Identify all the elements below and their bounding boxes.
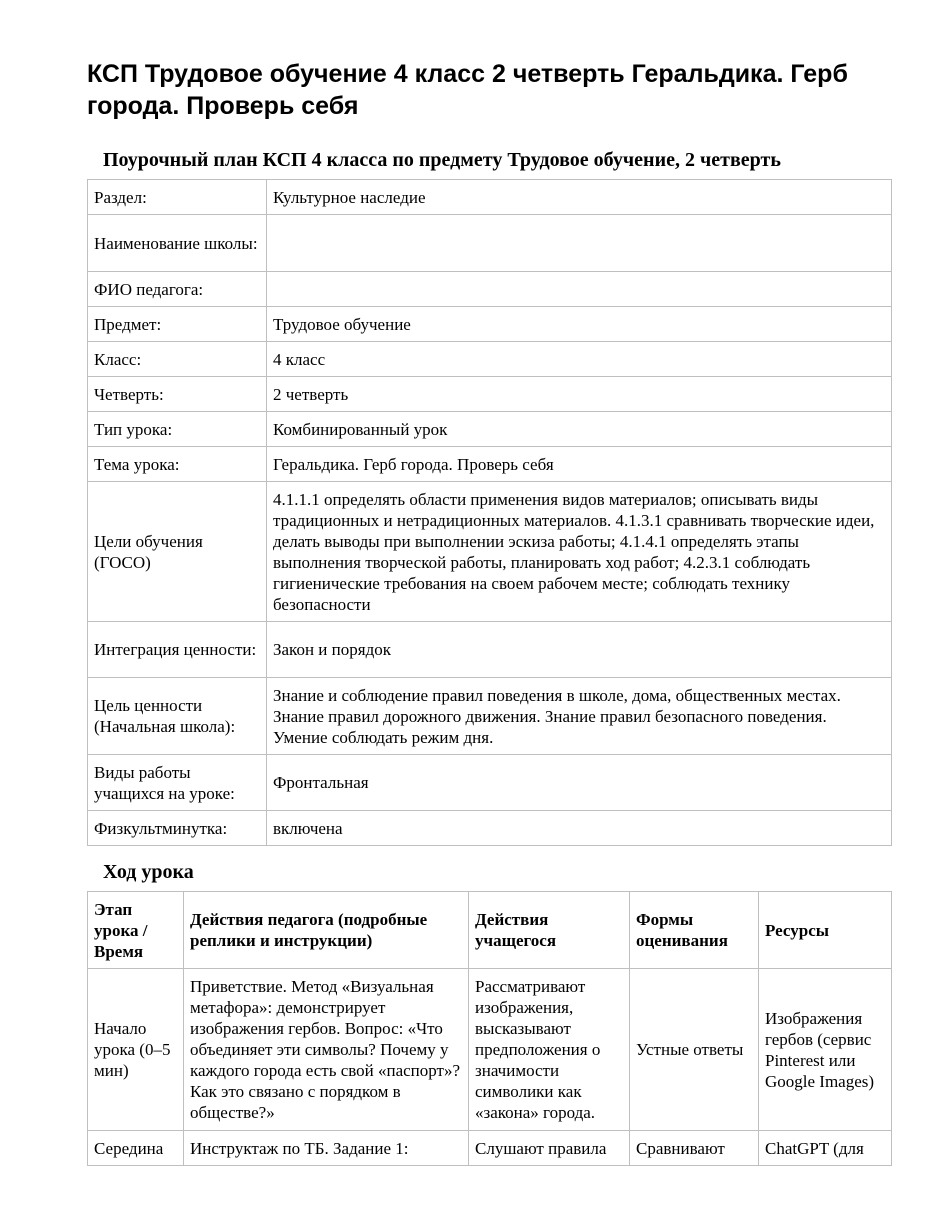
info-label: ФИО педагога: — [88, 272, 267, 307]
info-value: Геральдика. Герб города. Проверь себя — [267, 447, 892, 482]
assessment-cell: Устные ответы — [630, 969, 759, 1131]
info-value: 4.1.1.1 определять области применения видов материалов; описывать виды традиционных и нетрадиционных материалов. 4.1.3.1 сравнивать творческие идеи, делать выводы при выполнении эскиза работы; 4.1.4.1 определять этапы выполнения творческой работы, планировать ход работ; 4.2.3.1 соблюдать гигиенические требования на своем рабочем месте; соблюдать технику безопасности — [267, 482, 892, 622]
info-row-quarter — [88, 377, 892, 412]
table-row — [88, 1131, 892, 1166]
info-row-physical-break — [88, 811, 892, 846]
info-value: Трудовое обучение — [267, 307, 892, 342]
info-label: Класс: — [88, 342, 267, 377]
teacher-actions-cell: Приветствие. Метод «Визуальная метафора»: демонстрирует изображения гербов. Вопрос: «Что объединяет эти символы? Почему у каждого города есть свой «паспорт»? Как это связано с порядком в обществе?» — [184, 969, 469, 1131]
info-label: Тип урока: — [88, 412, 267, 447]
info-value: включена — [267, 811, 892, 846]
info-row-value-integration — [88, 622, 892, 678]
table-header-row — [88, 892, 892, 969]
info-value — [267, 272, 892, 307]
info-row-lesson-topic — [88, 447, 892, 482]
info-label: Цель ценности (Начальная школа): — [88, 678, 267, 755]
teacher-actions-cell: Инструктаж по ТБ. Задание 1: — [184, 1131, 469, 1166]
info-value: 4 класс — [267, 342, 892, 377]
lesson-progress-heading: Ход урока — [103, 861, 194, 883]
info-label: Цели обучения (ГОСО) — [88, 482, 267, 622]
info-row-learning-goals — [88, 482, 892, 622]
lesson-plan-heading: Поурочный план КСП 4 класса по предмету Трудовое обучение, 2 четверть — [103, 149, 781, 171]
lesson-progress-table — [87, 891, 892, 1166]
column-header-resources: Ресурсы — [759, 892, 892, 969]
info-label: Интеграция ценности: — [88, 622, 267, 678]
student-actions-cell: Рассматривают изображения, высказывают предположения о значимости символики как «закона» города. — [469, 969, 630, 1131]
info-row-teacher — [88, 272, 892, 307]
column-header-assessment: Формы оценивания — [630, 892, 759, 969]
info-value: Фронтальная — [267, 755, 892, 811]
info-value: Комбинированный урок — [267, 412, 892, 447]
info-label: Виды работы учащихся на уроке: — [88, 755, 267, 811]
info-label: Раздел: — [88, 180, 267, 215]
document-title: КСП Трудовое обучение 4 класс 2 четверть Геральдика. Герб города. Проверь себя — [87, 60, 848, 120]
column-header-teacher-actions: Действия педагога (подробные реплики и инструкции) — [184, 892, 469, 969]
column-header-student-actions: Действия учащегося — [469, 892, 630, 969]
student-actions-cell: Слушают правила — [469, 1131, 630, 1166]
info-value: Культурное наследие — [267, 180, 892, 215]
column-header-stage: Этап урока / Время — [88, 892, 184, 969]
info-label: Наименование школы: — [88, 215, 267, 272]
info-value — [267, 215, 892, 272]
table-row — [88, 969, 892, 1131]
info-row-value-goal — [88, 678, 892, 755]
info-row-section — [88, 180, 892, 215]
stage-cell: Начало урока (0–5 мин) — [88, 969, 184, 1131]
info-label: Тема урока: — [88, 447, 267, 482]
info-row-grade — [88, 342, 892, 377]
info-label: Четверть: — [88, 377, 267, 412]
resources-cell: ChatGPT (для — [759, 1131, 892, 1166]
info-row-work-types — [88, 755, 892, 811]
info-value: Закон и порядок — [267, 622, 892, 678]
info-label: Предмет: — [88, 307, 267, 342]
assessment-cell: Сравнивают — [630, 1131, 759, 1166]
info-row-school — [88, 215, 892, 272]
resources-cell: Изображения гербов (сервис Pinterest или Google Images) — [759, 969, 892, 1131]
info-row-lesson-type — [88, 412, 892, 447]
info-label: Физкультминутка: — [88, 811, 267, 846]
lesson-info-table — [87, 179, 892, 846]
stage-cell: Середина — [88, 1131, 184, 1166]
info-value: Знание и соблюдение правил поведения в школе, дома, общественных местах. Знание правил дорожного движения. Знание правил безопасного поведения. Умение соблюдать режим дня. — [267, 678, 892, 755]
info-row-subject — [88, 307, 892, 342]
info-value: 2 четверть — [267, 377, 892, 412]
